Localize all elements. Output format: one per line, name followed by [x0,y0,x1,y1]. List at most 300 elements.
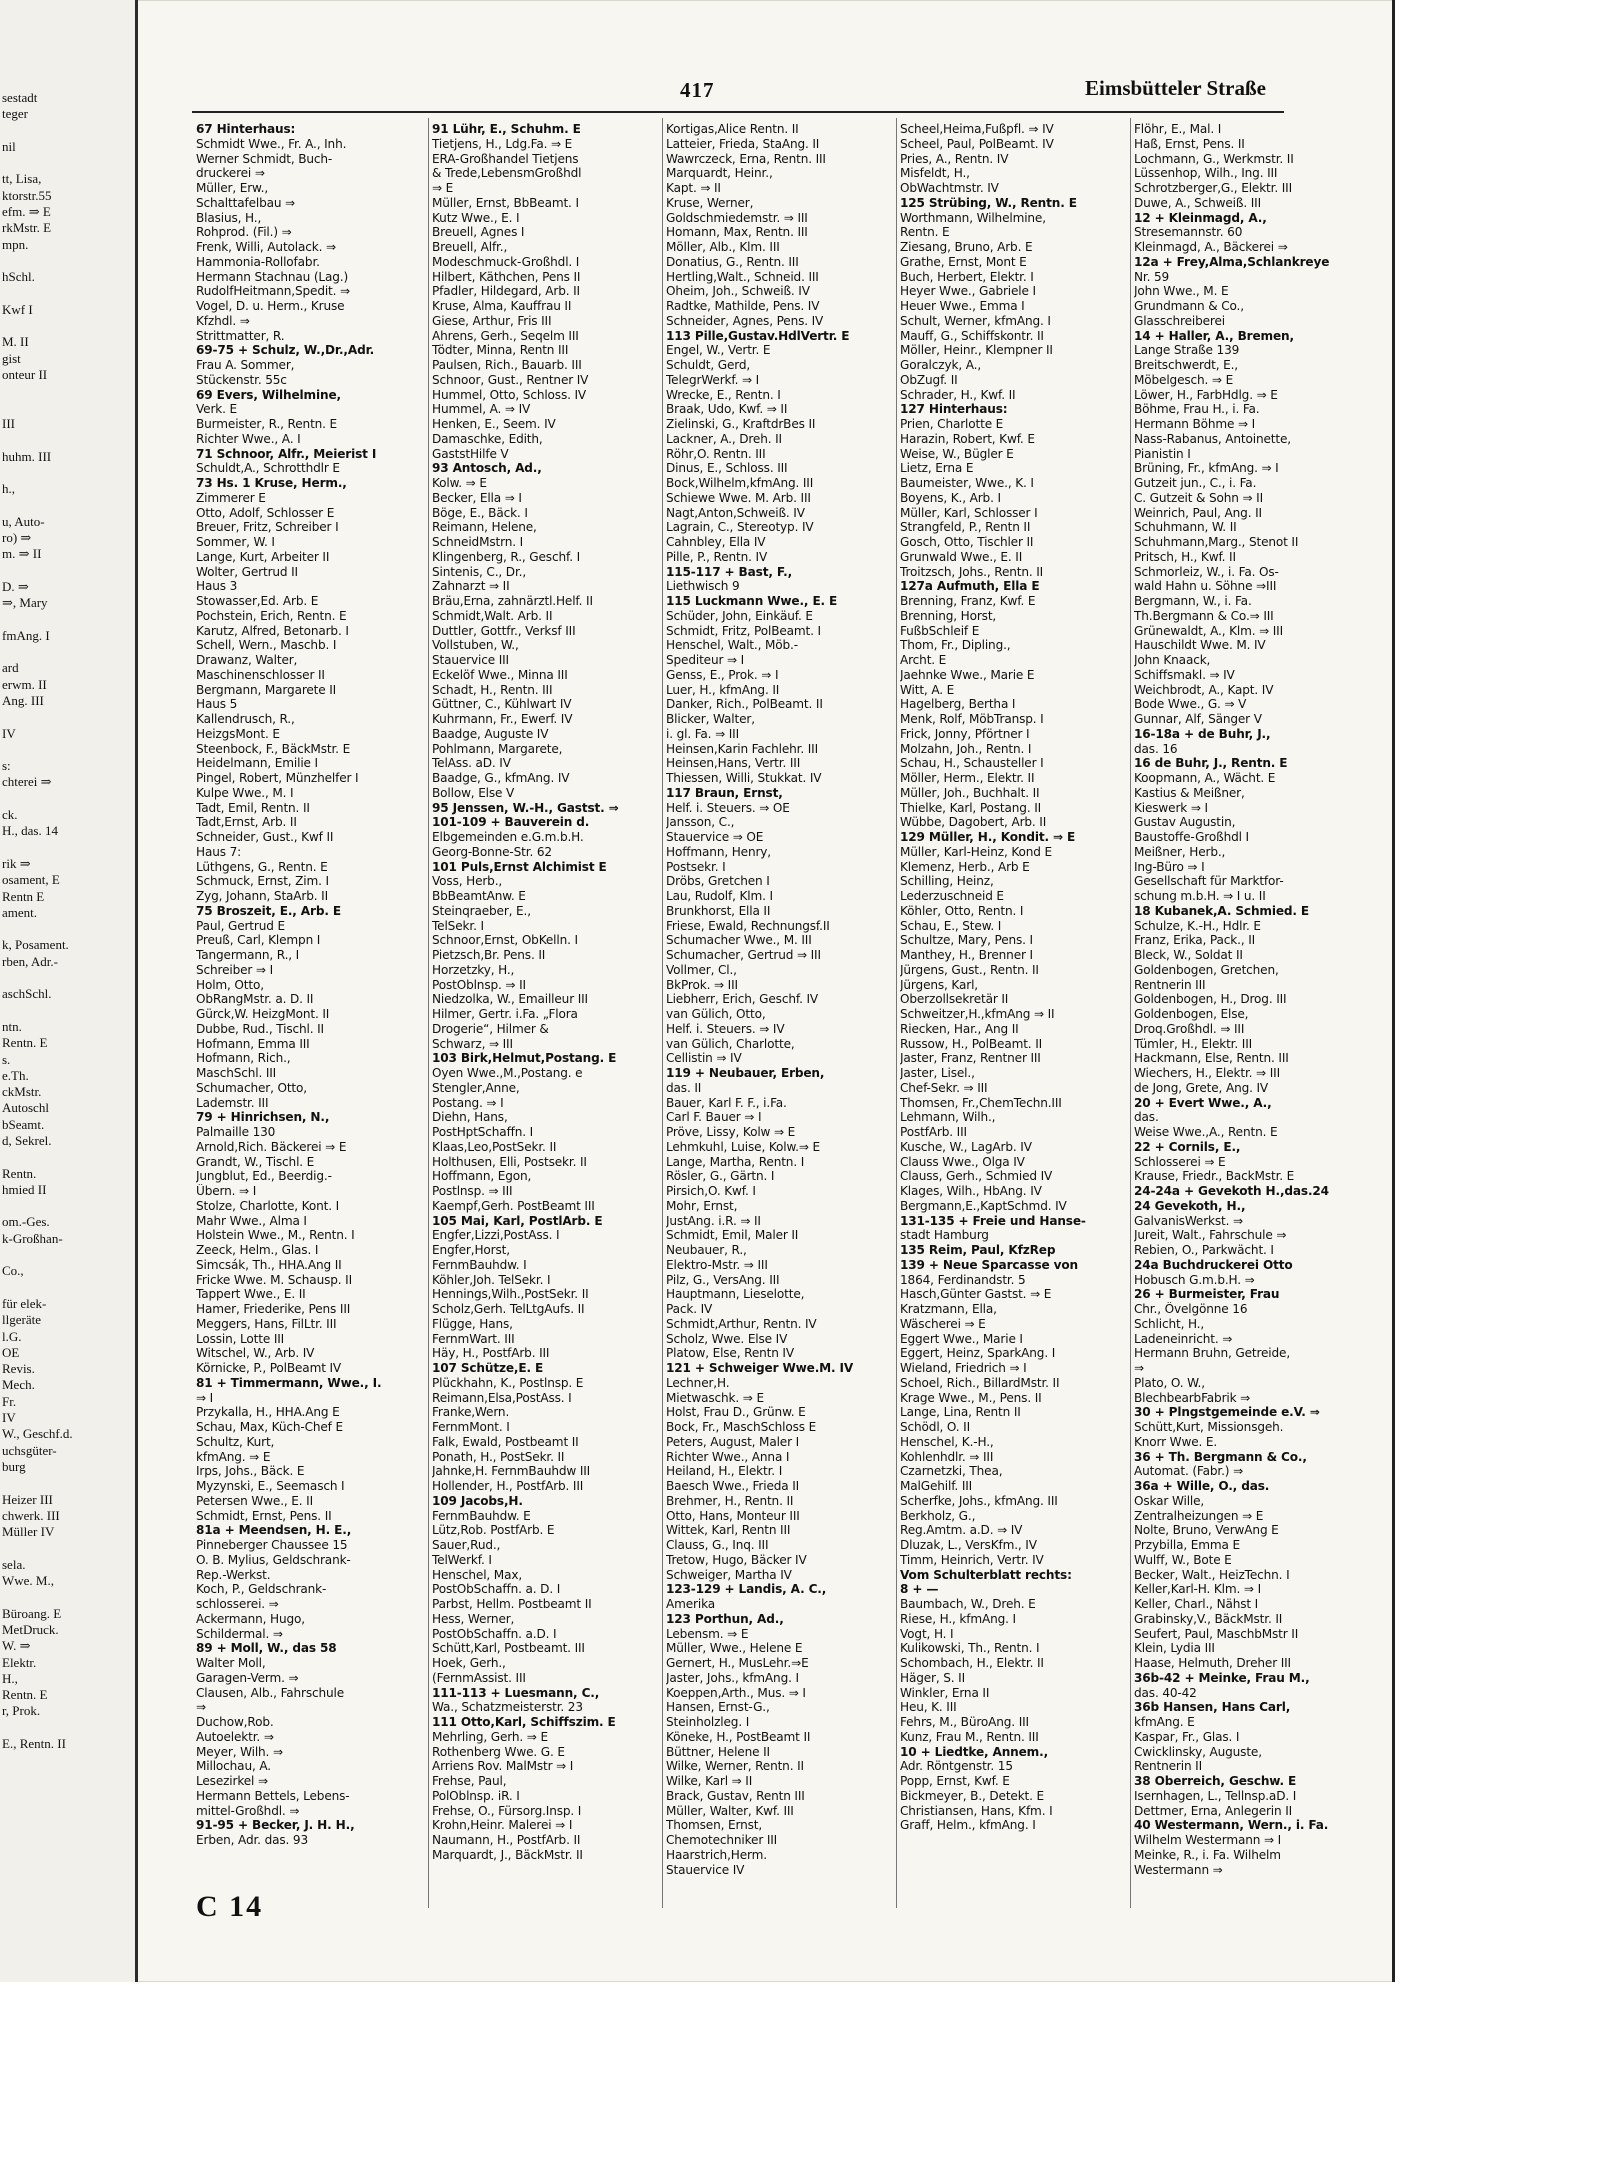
directory-line: John Wwe., M. E [1134,284,1229,299]
directory-line: Baumbach, W., Dreh. E [900,1597,1036,1611]
gutter-line: Rentn. E [2,1687,48,1703]
directory-line: Schreiber ⇒ I [196,962,274,977]
directory-line: Richter Wwe., A. I [196,431,301,446]
directory-line: Schau, E., Stew. I [900,918,1002,933]
directory-line: Postang. ⇒ I [432,1095,504,1110]
directory-line: Wawrczeck, Erna, Rentn. III [666,151,826,166]
directory-line: Wittek, Karl, Rentn III [666,1523,791,1538]
directory-column-2 [432,122,656,1902]
directory-line: Niedzolka, W., Emailleur III [432,992,588,1007]
directory-line: Automat. (Fabr.) ⇒ [1134,1464,1244,1479]
directory-line: Hobusch G.m.b.H. ⇒ [1134,1272,1255,1287]
gutter-line: uchsgüter- [2,1442,57,1458]
directory-line: O. B. Mylius, Geldschrank- [196,1552,351,1567]
directory-line: Pfadler, Hildegard, Arb. II [432,284,580,299]
directory-line: Köhler,Joh. TelSekr. I [432,1272,551,1287]
gutter-line: llgeräte [2,1312,41,1328]
directory-line: Tietjens, H., Ldg.Fa. ⇒ E [432,136,573,151]
directory-line: Holm, Otto, [196,977,264,992]
directory-line: Müller, Ernst, BbBeamt. I [432,195,579,210]
directory-line: Kaempf,Gerh. PostBeamt III [432,1198,595,1213]
directory-line: Werner Schmidt, Buch- [196,151,333,166]
gutter-line: huhm. III [2,448,52,464]
directory-line: Verk. E [196,402,238,417]
directory-line: Przykalla, H., HHA.Ang E [196,1405,340,1420]
directory-line: Hauptmann, Lieselotte, [666,1287,805,1302]
directory-line: Schell, Wern., Maschb. I [196,638,337,653]
directory-line: Wilke, Karl ⇒ II [666,1774,753,1788]
directory-line: 36a + Wille, O., das. [1134,1479,1270,1493]
gutter-line: s. [2,1051,11,1067]
directory-line: Röhr,O. Rentn. III [666,446,766,461]
directory-line: 113 Pille,Gustav.HdlVertr. E [666,328,850,343]
directory-line: ⇒ [1134,1361,1144,1375]
directory-line: Stauervice ⇒ OE [666,830,764,844]
directory-line: 89 + Moll, W., das 58 [196,1641,337,1656]
gutter-line [2,742,134,758]
directory-line: Schult, Werner, kfmAng. I [900,313,1051,328]
directory-line: Christiansen, Hans, Kfm. I [900,1803,1053,1818]
gutter-line: aschSchl. [2,986,52,1002]
directory-line: Brenning, Horst, [900,608,997,623]
gutter-line: H., [2,1670,18,1686]
directory-line: (FernmAssist. III [432,1670,526,1685]
directory-line: Modeschmuck-Großhdl. I [432,254,580,269]
gutter-line: rkMstr. E [2,220,52,236]
directory-line: Giese, Arthur, Fris III [432,313,552,328]
directory-line: Hammonia-Rollofabr. [196,254,320,269]
directory-line: Voss, Herb., [432,874,503,889]
gutter-line: Rentn. E [2,1035,48,1051]
gutter-line [2,465,134,481]
directory-line: Lebensm. ⇒ E [666,1626,749,1641]
directory-line: Troitzsch, Johs., Rentn. II [900,564,1044,579]
directory-line: Baustoffe-Großhdl I [1134,830,1249,844]
directory-line: Jürgens, Gust., Rentn. II [900,962,1039,977]
directory-line: Frehse, O., Fürsorg.Insp. I [432,1803,582,1818]
directory-line: Kutz Wwe., E. I [432,210,520,225]
gutter-line: III [2,415,15,431]
directory-line: MaschSchl. III [196,1066,277,1080]
directory-line: Irps, Johs., Bäck. E [196,1464,305,1479]
directory-line: Hoek, Gerh., [432,1656,506,1670]
directory-line: Autoelektr. ⇒ [196,1729,274,1744]
gutter-line [2,1003,134,1019]
gutter-line [2,970,134,986]
directory-line: Becker, Ella ⇒ I [432,490,522,505]
directory-line: Goldenbogen, H., Drog. III [1134,992,1287,1007]
gutter-line: ament. [2,904,38,920]
directory-line: Pröve, Lissy, Kolw ⇒ E [666,1125,796,1139]
directory-line: Otto, Hans, Monteur III [666,1508,800,1523]
directory-line: Burmeister, R., Rentn. E [196,417,338,431]
directory-line: Schüder, John, Einkäuf. E [666,608,813,623]
directory-line: 123 Porthun, Ad., [666,1611,784,1626]
directory-line: Schmuck, Ernst, Zim. I [196,874,329,889]
directory-line: FernmBauhdw. I [432,1257,527,1272]
directory-line: Haus 3 [196,579,238,594]
directory-line: Lackner, A., Dreh. II [666,431,782,446]
gutter-line: d, Sekrel. [2,1133,52,1148]
directory-line: Lietz, Erna E [900,461,974,476]
directory-line: Sauer,Rud., [432,1538,501,1552]
directory-line: Bickmeyer, B., Detekt. E [900,1788,1045,1803]
directory-line: Pilz, G., VersAng. III [666,1272,780,1287]
directory-line: 81a + Meendsen, H. E., [196,1523,352,1538]
column-divider [1130,118,1131,1908]
gutter-line: ckMstr. [2,1084,42,1100]
directory-line: Lüssenhop, Wilh., Ing. III [1134,166,1278,181]
directory-line: JustAng. i.R. ⇒ II [666,1213,761,1228]
directory-line: Brack, Gustav, Rentn III [666,1788,805,1803]
gutter-line: Kwf I [2,301,33,317]
gutter-line [2,155,134,171]
gutter-line: rik ⇒ [2,855,31,871]
gutter-line: r, Prok. [2,1703,41,1719]
page-number: 417 [680,78,715,102]
directory-line: Bauer, Karl F. F., i.Fa. [666,1095,787,1110]
directory-line: Schulze, K.-H., Hdlr. E [1134,918,1261,933]
directory-line: Carl F. Bauer ⇒ I [666,1110,762,1125]
directory-line: Preuß, Carl, Klempn I [196,933,321,948]
directory-line: BlechbearbFabrik ⇒ [1134,1390,1251,1405]
directory-line: Jungblut, Ed., Beerdig.- [196,1169,332,1184]
directory-line: Drogerie“, Hilmer & [432,1021,549,1036]
directory-line: Schmidt,Arthur, Rentn. IV [666,1316,817,1331]
directory-line: Elbgemeinden e.G.m.b.H. [432,830,584,844]
directory-line: 24-24a + Gevekoth H.,das.24 [1134,1184,1329,1198]
directory-line: Mehrling, Gerh. ⇒ E [432,1729,548,1744]
gutter-line: mpn. [2,236,29,252]
directory-line: Postlnsp. ⇒ III [432,1184,513,1198]
directory-line: Goldenbogen, Gretchen, [1134,962,1279,977]
directory-line: PostObSchaffn. a.D. I [432,1626,557,1641]
directory-line: Schultze, Mary, Pens. I [900,933,1033,948]
directory-line: Westermann ⇒ [1134,1862,1223,1877]
directory-line: Clauss, Gerh., Schmied IV [900,1169,1053,1184]
directory-line: PostfArb. III [900,1125,967,1139]
directory-line: Hofmann, Rich., [196,1051,291,1066]
directory-line: Tappert Wwe., E. II [196,1287,306,1302]
directory-line: Platow, Else, Rentn IV [666,1346,794,1361]
directory-line: Lesezirkel ⇒ [196,1774,268,1788]
directory-line: Jaster, Johs., kfmAng. I [666,1670,799,1685]
directory-line: Vogt, H. I [900,1626,954,1641]
directory-line: Bergmann, W., i. Fa. [1134,594,1252,608]
directory-line: 95 Jenssen, W.-H., Gastst. ⇒ [432,800,619,815]
directory-line: Frenk, Willi, Autolack. ⇒ [196,240,336,254]
directory-line: Köhler, Otto, Rentn. I [900,903,1024,918]
directory-line: Schnoor, Gust., Rentner IV [432,372,589,387]
directory-column-5 [1134,122,1358,1902]
directory-line: Lagrain, C., Stereotyp. IV [666,520,814,535]
directory-line: Flöhr, E., Mal. I [1134,122,1222,136]
directory-line: Schombach, H., Elektr. II [900,1656,1044,1670]
directory-line: Berkholz, G., [900,1508,976,1523]
gutter-line [2,1720,134,1736]
directory-line: Holst, Frau D., Grünw. E [666,1405,806,1420]
gutter-line: hSchl. [2,269,35,285]
directory-line: Prien, Charlotte E [900,417,1004,431]
directory-line: Hertling,Walt., Schneid. III [666,269,819,284]
directory-line: Brenning, Franz, Kwf. E [900,594,1036,608]
directory-line: 129 Müller, H., Kondit. ⇒ E [900,830,1076,844]
directory-line: Hummel, A. ⇒ IV [432,402,531,417]
directory-line: Th.Bergmann & Co.⇒ III [1134,608,1274,623]
directory-line: Möller, Herm., Elektr. II [900,771,1035,785]
gutter-line: teger [2,106,28,122]
directory-line: 81 + Timmermann, Wwe., I. [196,1375,382,1390]
directory-line: Haus 7: [196,844,242,859]
directory-line: Marquardt, Heinr., [666,166,773,181]
gutter-line [2,1247,134,1263]
directory-line: Grathe, Ernst, Mont E [900,254,1027,269]
directory-line: Kleinmagd, A., Bäckerei ⇒ [1134,240,1288,254]
gutter-line: für elek- [2,1295,47,1311]
directory-line: Paul, Gertrud E [196,918,285,933]
directory-line: 10 + Liedtke, Annem., [900,1744,1049,1759]
directory-line: Tretow, Hugo, Bäcker IV [666,1552,807,1567]
directory-line: Weise, W., Bügler E [900,446,1014,461]
directory-line: Eggert Wwe., Marie I [900,1331,1023,1346]
column-divider [896,118,897,1908]
directory-line: Ahrens, Gerh., Seqelm III [432,328,579,343]
directory-line: Hermann Stachnau (Lag.) [196,269,349,284]
gutter-line [2,563,134,579]
directory-line: Kruse, Werner, [666,195,754,210]
directory-line: 40 Westermann, Wern., i. Fa. [1134,1818,1329,1833]
directory-line: Grabinsky,V., BäckMstr. II [1134,1611,1283,1626]
directory-line: Hilmer, Gertr. i.Fa. „Flora [432,1007,578,1021]
directory-line: Krause, Friedr., BackMstr. E [1134,1169,1295,1184]
gutter-line: k-Großhan- [2,1230,63,1246]
directory-line: PostHptSchaffn. I [432,1125,534,1139]
directory-line: Klein, Lydia III [1134,1641,1215,1656]
directory-line: Lange, Kurt, Arbeiter II [196,549,330,564]
directory-line: Hermann Bruhn, Getreide, [1134,1346,1291,1361]
directory-line: Becker, Walt., HeizTechn. I [1134,1567,1290,1582]
directory-line: Scheel,Heima,Fußpfl. ⇒ IV [900,122,1054,136]
directory-line: Schoel, Rich., BillardMstr. II [900,1375,1060,1390]
directory-line: Schalttafelbau ⇒ [196,195,296,210]
gutter-line: bSeamt. [2,1116,45,1132]
facing-page-gutter [0,0,138,1982]
directory-line: Lederzuschneid E [900,889,1004,903]
directory-line: Schmidt Wwe., Fr. A., Inh. [196,136,347,151]
directory-line: Schau, Max, Küch-Chef E [196,1420,343,1434]
directory-line: Mauff, G., Schiffskontr. II [900,328,1044,343]
directory-line: 119 + Neubauer, Erben, [666,1066,825,1080]
directory-line: Meggers, Hans, FilLtr. III [196,1316,337,1331]
directory-line: Strittmatter, R. [196,328,285,343]
directory-line: Schwarz, ⇒ III [432,1036,513,1051]
directory-line: Bräu,Erna, zahnärztl.Helf. II [432,594,593,608]
gutter-line [2,497,134,513]
directory-line: Thomsen, Ernst, [666,1818,763,1833]
directory-line: Lehmkuhl, Luise, Kolw.⇒ E [666,1139,820,1154]
directory-line: Rohprod. (Fil.) ⇒ [196,225,292,240]
directory-line: Henschel, Max, [432,1567,523,1582]
directory-line: Chemotechniker III [666,1833,778,1847]
directory-line: 73 Hs. 1 Kruse, Herm., [196,476,347,490]
directory-line: Heiland, H., Elektr. I [666,1464,783,1479]
directory-line: Heuer Wwe., Emma I [900,299,1025,313]
directory-line: 115 Luckmann Wwe., E. E [666,594,838,608]
directory-line: Adr. Röntgenstr. 15 [900,1759,1013,1774]
directory-line: Koopmann, A., Wächt. E [1134,771,1276,785]
directory-line: Wieland, Friedrich ⇒ I [900,1361,1027,1375]
directory-line: Wübbe, Dagobert, Arb. II [900,815,1047,830]
directory-line: PostOblnsp. ⇒ II [432,977,526,992]
gutter-line: IV [2,1410,16,1426]
directory-line: Genss, E., Prok. ⇒ I [666,667,779,682]
directory-line: Frau A. Sommer, [196,358,295,372]
directory-line: 139 + Neue Sparcasse von [900,1257,1078,1272]
directory-line: Bergmann, Margarete II [196,682,337,697]
directory-line: Nolte, Bruno, VerwAng E [1134,1523,1279,1538]
directory-line: Heinsen,Karin Fachlehr. III [666,741,819,756]
directory-line: Eckelöf Wwe., Minna III [432,667,568,682]
directory-line: Schultz, Kurt, [196,1434,275,1449]
directory-line: Hansen, Ernst-G., [666,1700,770,1715]
directory-line: Parbst, Hellm. Postbeamt II [432,1597,592,1611]
directory-line: Liethwisch 9 [666,579,740,594]
directory-line: Bleck, W., Soldat II [1134,948,1243,962]
directory-line: Reimann, Helene, [432,520,537,535]
directory-line: Schiewe Wwe. M. Arb. III [666,490,811,505]
directory-line: Wiechers, H., Elektr. ⇒ III [1134,1066,1280,1080]
directory-line: 12a + Frey,Alma,Schlankreye [1134,254,1330,269]
directory-line: Schilling, Heinz, [900,874,994,889]
directory-line: Keller, Charl., Nähst I [1134,1597,1259,1611]
directory-line: Danker, Rich., PolBeamt. II [666,697,823,712]
directory-line: Helf. i. Steuers. ⇒ OE [666,800,790,815]
directory-line: druckerei ⇒ [196,166,265,181]
directory-line: Kieswerk ⇒ I [1134,800,1208,815]
gutter-text-fragments [2,90,134,1752]
directory-line: Fricke Wwe. M. Schausp. II [196,1272,352,1287]
directory-line: Pietzsch,Br. Pens. II [432,948,546,962]
directory-line: Hermann Bettels, Lebens- [196,1788,350,1803]
gutter-line: h., [2,481,15,497]
gutter-line: ntn. [2,1018,22,1034]
directory-line: Heinsen,Hans, Vertr. III [666,756,801,771]
directory-line: Pohlmann, Margarete, [432,741,563,756]
directory-line: Rentnerin III [1134,977,1206,992]
directory-line: Weinrich, Paul, Ang. II [1134,505,1262,520]
directory-line: Hess, Werner, [432,1611,515,1626]
directory-line: Hollender, H., PostfArb. III [432,1479,584,1493]
directory-line: Schödl, O. II [900,1420,971,1434]
directory-line: 93 Antosch, Ad., [432,461,542,476]
directory-line: 24 Gevekoth, H., [1134,1198,1246,1213]
directory-line: Schmidt,Walt. Arb. II [432,608,553,623]
directory-line: Schumacher, Otto, [196,1080,307,1095]
directory-line: Arnold,Rich. Bäckerei ⇒ E [196,1139,347,1154]
directory-line: 125 Strübing, W., Rentn. E [900,195,1077,210]
directory-line: Bock,Wilhelm,kfmAng. III [666,476,814,490]
gutter-line [2,400,134,416]
gutter-line: Co., [2,1263,24,1279]
directory-line: Schumacher, Gertrud ⇒ III [666,948,821,962]
directory-line: 103 Birk,Helmut,Postang. E [432,1051,617,1066]
directory-line: Weise Wwe.,A., Rentn. E [1134,1125,1278,1139]
directory-line: Diehn, Hans, [432,1110,508,1125]
directory-line: Stresemannstr. 60 [1134,225,1243,240]
directory-line: Kratzmann, Ella, [900,1302,997,1316]
directory-line: 36b Hansen, Hans Carl, [1134,1700,1291,1715]
directory-line: Hermann Böhme ⇒ I [1134,417,1256,431]
directory-line: Scherfke, Johs., kfmAng. III [900,1493,1058,1508]
directory-line: Clauss, G., Inq. III [666,1538,769,1552]
directory-line: Müller, Karl, Schlosser I [900,505,1038,520]
gutter-line: gist [2,350,21,366]
header-rule [192,111,1284,113]
directory-line: Sommer, W. I [196,535,275,549]
directory-line: 107 Schütze,E. E [432,1361,544,1375]
directory-line: Brüning, Fr., kfmAng. ⇒ I [1134,461,1279,476]
directory-line: Schrader, H., Kwf. II [900,387,1016,402]
directory-line: das. 16 [1134,741,1178,756]
directory-line: Tödter, Minna, Rentn III [432,343,569,358]
gutter-line: ⇒, Mary [2,595,48,611]
gutter-line: ktorstr.55 [2,187,52,203]
directory-line: Hummel, Otto, Schloss. IV [432,387,587,402]
directory-line: Sintenis, C., Dr., [432,564,527,579]
directory-line: 117 Braun, Ernst, [666,785,783,800]
column-divider [428,118,429,1908]
directory-line: Breuer, Fritz, Schreiber I [196,520,339,535]
running-head: Eimsbütteler Straße [1084,76,1266,100]
directory-line: Scheel, Paul, PolBeamt. IV [900,136,1054,151]
directory-line: Gesellschaft für Marktfor- [1134,874,1284,889]
directory-line: Heidelmann, Emilie I [196,756,318,771]
directory-line: Wolter, Gertrud II [196,564,298,579]
directory-line: Brehmer, H., Rentn. II [666,1493,794,1508]
gutter-line: Mech. [2,1377,35,1393]
directory-line: Ponath, H., PostSekr. II [432,1449,565,1464]
directory-line: Lange, Lina, Rentn II [900,1405,1021,1420]
directory-line: Lau, Rudolf, Klm. I [666,889,773,903]
directory-line: Rebien, O., Parkwächt. I [1134,1243,1274,1257]
directory-line: Gustav Augustin, [1134,815,1236,830]
directory-line: Molzahn, Joh., Rentn. I [900,741,1032,756]
directory-line: Winkler, Erna II [900,1685,990,1700]
directory-line: Georg-Bonne-Str. 62 [432,844,552,859]
directory-line: Scholz, Wwe. Else IV [666,1331,788,1346]
directory-line: Latteier, Frieda, StaAng. II [666,136,820,151]
gutter-line: W., Geschf.d. [2,1426,73,1442]
gutter-line [2,709,134,725]
directory-line: Hagelberg, Bertha I [900,697,1016,712]
directory-line: Rösler, G., Gärtn. I [666,1169,775,1184]
directory-line: Dluzak, L., VersKfm., IV [900,1538,1037,1552]
directory-line: Rothenberg Wwe. G. E [432,1744,565,1759]
directory-line: Lehmann, Wilh., [900,1110,996,1125]
gutter-line [2,840,134,856]
directory-line: Paulsen, Rich., Bauarb. III [432,358,582,372]
directory-line: Ladeneinricht. ⇒ [1134,1331,1233,1346]
directory-line: Russow, H., PolBeamt. II [900,1036,1043,1051]
directory-line: BbBeamtAnw. E [432,889,526,903]
directory-line: Körnicke, P., PolBeamt IV [196,1361,342,1375]
directory-line: ObRangMstr. a. D. II [196,992,314,1007]
directory-line: Pinneberger Chaussee 15 [196,1538,348,1552]
directory-line: 20 + Evert Wwe., A., [1134,1095,1272,1110]
directory-line: Kulpe Wwe., M. I [196,785,294,800]
directory-line: das. 40-42 [1134,1685,1197,1700]
directory-line: Erben, Adr. das. 93 [196,1833,308,1847]
